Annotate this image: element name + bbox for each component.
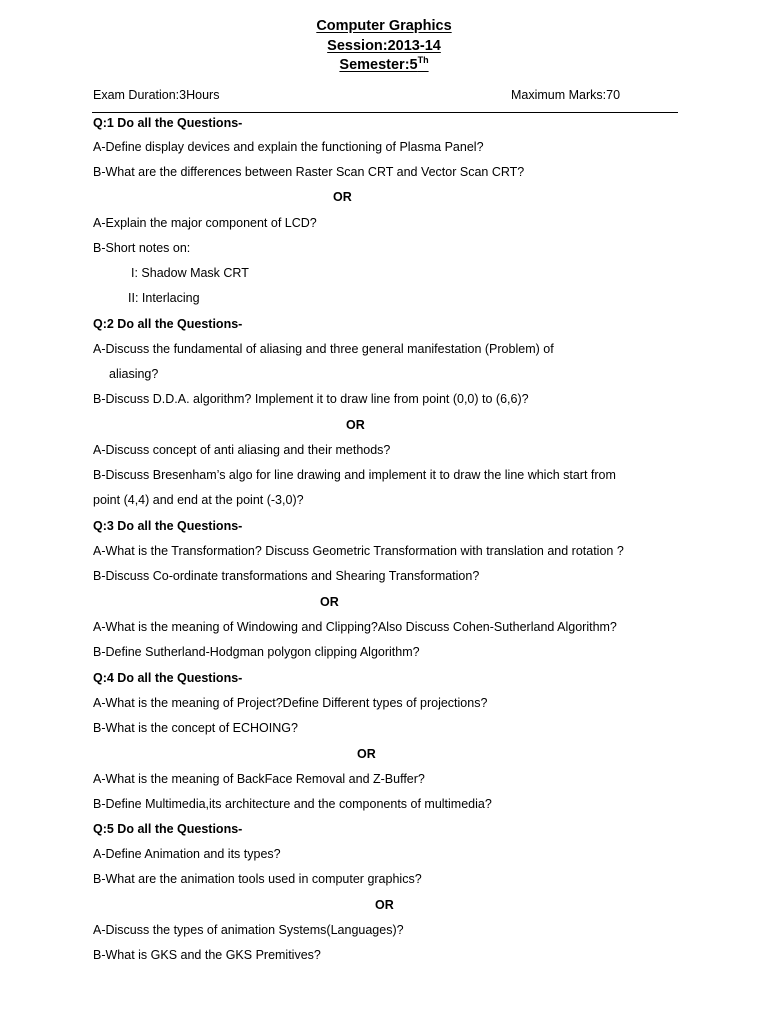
semester-superscript: Th xyxy=(417,55,429,66)
q2-part-b: B-Discuss D.D.A. algorithm? Implement it to draw line from point (0,0) to (6,6)? xyxy=(93,392,529,406)
q1-title: Q:1 Do all the Questions- xyxy=(93,116,243,130)
q2-part-a-line1: A-Discuss the fundamental of aliasing and three general manifestation (Problem) of xyxy=(93,342,554,356)
q2-alt-part-b-line1: B-Discuss Bresenham’s algo for line drawing and implement it to draw the line which start from xyxy=(93,468,616,482)
q4-part-a: A-What is the meaning of Project?Define Different types of projections? xyxy=(93,696,488,710)
q2-alt-part-a: A-Discuss concept of anti aliasing and their methods? xyxy=(93,443,391,457)
q1-part-b: B-What are the differences between Raster Scan CRT and Vector Scan CRT? xyxy=(93,165,525,179)
q3-or: OR xyxy=(320,595,339,609)
q3-part-b: B-Discuss Co-ordinate transformations and Shearing Transformation? xyxy=(93,569,480,583)
q5-alt-part-a: A-Discuss the types of animation Systems(Languages)? xyxy=(93,923,404,937)
q4-title: Q:4 Do all the Questions- xyxy=(93,671,243,685)
q1-or: OR xyxy=(333,190,352,204)
q2-or: OR xyxy=(346,418,365,432)
q1-alt-part-b: B-Short notes on: xyxy=(93,241,191,255)
q5-title: Q:5 Do all the Questions- xyxy=(93,822,243,836)
exam-duration: Exam Duration:3Hours xyxy=(93,88,220,102)
q3-alt-part-a: A-What is the meaning of Windowing and Clipping?Also Discuss Cohen-Sutherland Algorithm? xyxy=(93,620,617,634)
q3-alt-part-b: B-Define Sutherland-Hodgman polygon clipping Algorithm? xyxy=(93,645,420,659)
q5-alt-part-b: B-What is GKS and the GKS Premitives? xyxy=(93,948,321,962)
q1-note-2: II: Interlacing xyxy=(128,291,200,305)
q1-part-a: A-Define display devices and explain the functioning of Plasma Panel? xyxy=(93,140,484,154)
q3-title: Q:3 Do all the Questions- xyxy=(93,519,243,533)
q3-part-a: A-What is the Transformation? Discuss Geometric Transformation with translation and rotation ? xyxy=(93,544,624,558)
q5-part-a: A-Define Animation and its types? xyxy=(93,847,281,861)
q4-alt-part-b: B-Define Multimedia,its architecture and the components of multimedia? xyxy=(93,797,492,811)
q2-alt-part-b-line2: point (4,4) and end at the point (-3,0)? xyxy=(93,493,304,507)
q4-part-b: B-What is the concept of ECHOING? xyxy=(93,721,298,735)
paper-title: Computer Graphics xyxy=(316,18,452,34)
q1-alt-part-a: A-Explain the major component of LCD? xyxy=(93,216,317,230)
q1-note-1: I: Shadow Mask CRT xyxy=(131,266,249,280)
session-line: Session:2013-14 xyxy=(327,38,441,54)
q2-part-a-line2: aliasing? xyxy=(109,367,159,381)
header-divider xyxy=(92,112,678,113)
semester-line xyxy=(0,57,768,73)
q4-alt-part-a: A-What is the meaning of BackFace Removal and Z-Buffer? xyxy=(93,772,425,786)
q5-part-b: B-What are the animation tools used in computer graphics? xyxy=(93,872,422,886)
q2-title: Q:2 Do all the Questions- xyxy=(93,317,243,331)
semester-text: Semester:5 xyxy=(339,57,418,73)
q4-or: OR xyxy=(357,747,376,761)
q5-or: OR xyxy=(375,898,394,912)
maximum-marks: Maximum Marks:70 xyxy=(511,88,621,102)
